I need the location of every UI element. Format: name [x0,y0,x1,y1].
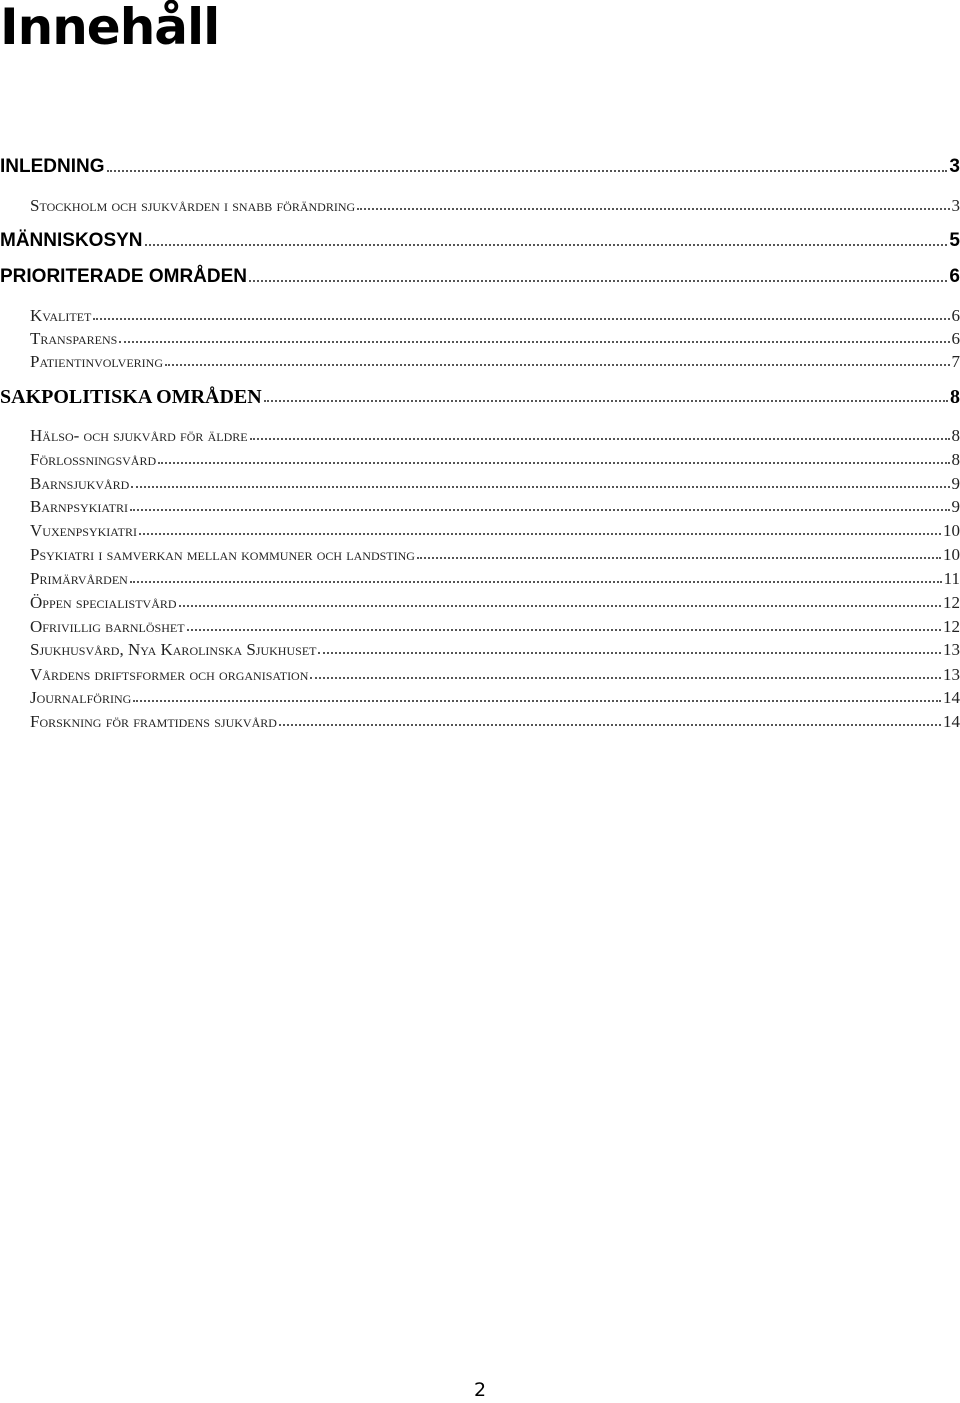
toc-entry[interactable] [0,450,960,472]
toc-leader-dots [130,508,949,511]
toc-entry-page: 3 [949,156,960,177]
toc-entry[interactable] [0,196,960,218]
toc-entry-page: 6 [949,266,960,287]
toc-entry-page: 10 [943,545,960,564]
toc-entry[interactable] [0,352,960,374]
toc-entry-text: Primärvården [30,569,128,588]
toc-entry-text: Kvalitet [30,306,92,325]
page-title: Innehåll [0,0,220,56]
toc-entry-page: 13 [943,640,960,659]
toc-entry-text: Transparens [30,329,118,348]
toc-leader-dots [158,461,949,464]
toc-leader-dots [145,243,948,246]
toc-entry-text: Vuxenpsykiatri [30,521,137,540]
toc-entry-text: MÄNNISKOSYN [0,230,143,251]
toc-entry-text: Patientinvolvering [30,352,163,371]
toc-leader-dots [310,676,941,679]
toc-entry-text: Barnpsykiatri [30,497,129,516]
toc-entry[interactable] [0,497,960,519]
toc-entry-page: 10 [943,521,960,540]
toc-leader-dots [179,604,941,607]
toc-leader-dots [139,532,941,535]
toc-entry-page: 9 [951,497,960,516]
toc-entry-text: Öppen specialistvård [30,593,177,612]
toc-leader-dots [187,628,941,631]
toc-entry[interactable] [0,266,960,290]
toc-entry[interactable] [0,156,960,180]
toc-entry[interactable] [0,617,960,639]
toc-entry-text: Sjukhusvård, Nya Karolinska Sjukhuset [30,640,317,659]
toc-entry-text: Forskning för framtidens sjukvård [30,712,277,731]
toc-leader-dots [93,317,949,320]
toc-leader-dots [107,169,948,172]
toc-entry[interactable] [0,593,960,615]
toc-entry-page: 12 [943,617,960,636]
toc-entry-text: Vårdens driftsformer och organisation [30,665,309,684]
toc-entry-page: 6 [951,306,960,325]
toc-entry[interactable] [0,306,960,328]
toc-leader-dots [357,207,949,210]
toc-entry-page: 7 [951,352,960,371]
toc-entry-page: 6 [951,329,960,348]
toc-entry-text: INLEDNING [0,156,105,177]
toc-entry[interactable] [0,474,960,496]
toc-entry-text: Stockholm och sjukvården i snabb förändring [30,196,356,215]
toc-entry[interactable] [0,712,960,734]
toc-leader-dots [250,437,950,440]
toc-entry-text: Förlossningsvård [30,450,157,469]
toc-entry-text: PRIORITERADE OMRÅDEN [0,266,248,287]
toc-entry-page: 11 [943,569,960,588]
toc-entry-text: Journalföring [30,688,132,707]
toc-entry-text: Barnsjukvård [30,474,130,493]
toc-leader-dots [417,556,941,559]
toc-leader-dots [130,580,942,583]
toc-entry[interactable] [0,545,960,567]
toc-entry[interactable] [0,521,960,543]
toc-entry-text: Ofrivillig barnlöshet [30,617,185,636]
toc-entry-page: 8 [951,426,960,445]
toc-entry-text: Psykiatri i samverkan mellan kommuner och landsting [30,545,415,564]
toc-entry-page: 8 [950,386,960,408]
toc-entry-page: 14 [943,712,960,731]
toc-leader-dots [279,723,941,726]
toc-leader-dots [131,485,949,488]
toc-leader-dots [119,340,949,343]
toc-entry[interactable] [0,569,960,591]
page-number: 2 [473,1379,487,1401]
toc-entry[interactable] [0,640,960,662]
toc-entry-text: Hälso- och sjukvård för äldre [30,426,248,445]
toc-entry-page: 12 [943,593,960,612]
toc-entry[interactable] [0,329,960,351]
toc-entry[interactable] [0,230,960,254]
toc-entry[interactable] [0,386,960,410]
toc-leader-dots [318,651,941,654]
toc-entry[interactable] [0,688,960,710]
toc-entry[interactable] [0,665,960,687]
toc-entry-page: 3 [951,196,960,215]
toc-entry-page: 13 [943,665,960,684]
toc-entry-text: SAKPOLITISKA OMRÅDEN [0,386,262,408]
toc-leader-dots [165,363,950,366]
toc-leader-dots [249,279,947,282]
toc-leader-dots [133,699,941,702]
toc-entry-page: 5 [949,230,960,251]
toc-entry-page: 14 [943,688,960,707]
toc-entry-page: 8 [951,450,960,469]
toc-leader-dots [264,399,948,402]
toc-entry-page: 9 [951,474,960,493]
toc-entry[interactable] [0,426,960,448]
